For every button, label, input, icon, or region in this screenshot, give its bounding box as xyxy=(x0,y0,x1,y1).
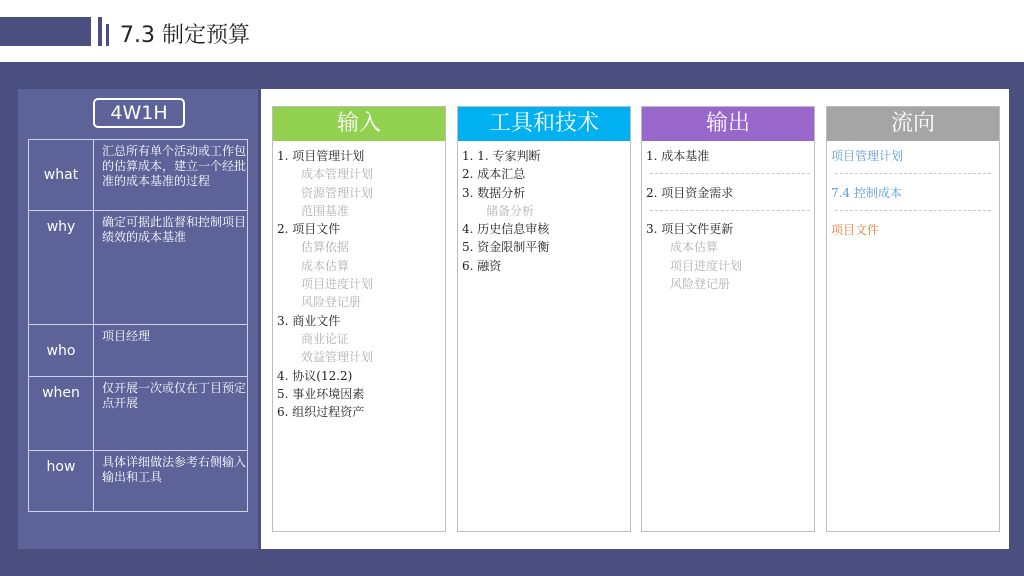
row-value-what: 汇总所有单个活动或工作包的估算成本，建立一个经批准的成本基准的过程 xyxy=(94,140,248,211)
list-item: 1. 项目管理计划 xyxy=(277,149,365,163)
table-row xyxy=(29,325,248,377)
row-value-who: 项目经理 xyxy=(94,325,248,377)
row-key-when: when xyxy=(29,377,94,451)
flow-item: 项目管理计划 xyxy=(831,149,904,163)
list-item: 储备分析 xyxy=(486,203,535,218)
list-item: 商业论证 xyxy=(301,331,350,346)
list-item: 4. 协议(12.2) xyxy=(277,368,353,383)
flow-column-header: 流向 xyxy=(827,107,999,141)
table-row xyxy=(29,211,248,325)
list-item: 6. 融资 xyxy=(462,258,502,273)
header-accent-bar xyxy=(98,17,102,46)
divider xyxy=(650,210,810,211)
row-key-why: why xyxy=(29,211,94,325)
list-item: 估算依据 xyxy=(301,240,350,255)
list-item: 6. 组织过程资产 xyxy=(277,405,365,420)
header-accent-block xyxy=(0,17,91,46)
list-item: 2. 成本汇总 xyxy=(462,167,526,182)
output-column-header: 输出 xyxy=(642,107,814,141)
list-item: 项目进度计划 xyxy=(301,277,374,292)
list-item: 成本估算 xyxy=(301,258,350,273)
list-item: 成本估算 xyxy=(670,240,719,255)
list-item: 3. 数据分析 xyxy=(462,185,526,200)
row-value-how: 具体详细做法参考右侧输入输出和工具 xyxy=(94,451,248,512)
row-key-who: who xyxy=(29,325,94,377)
list-item: 范围基准 xyxy=(301,203,350,218)
flow-column xyxy=(826,106,1000,532)
list-item: 3. 商业文件 xyxy=(277,313,341,328)
table-row xyxy=(29,451,248,512)
list-item: 2. 项目文件 xyxy=(277,222,341,237)
list-item: 5. 资金限制平衡 xyxy=(462,240,550,255)
flow-item: 项目文件 xyxy=(831,223,880,237)
list-item: 成本管理计划 xyxy=(301,167,374,182)
row-value-when: 仅开展一次或仅在丁目预定点开展 xyxy=(94,377,248,451)
list-item: 项目进度计划 xyxy=(670,258,743,273)
input-column xyxy=(272,106,446,532)
list-item: 2. 项目资金需求 xyxy=(646,185,734,200)
4w1h-badge: 4W1H xyxy=(93,98,185,128)
output-column xyxy=(641,106,815,532)
list-item: 风险登记册 xyxy=(670,277,731,292)
list-item: 效益管理计划 xyxy=(301,350,374,365)
list-item: 资源管理计划 xyxy=(301,185,374,200)
table-row xyxy=(29,140,248,211)
list-item: 4. 历史信息审核 xyxy=(462,222,550,237)
list-item: 3. 项目文件更新 xyxy=(646,222,734,237)
slide-title: 7.3 制定预算 xyxy=(120,23,250,48)
list-item: 风险登记册 xyxy=(301,295,362,310)
list-item: 5. 事业环境因素 xyxy=(277,386,365,401)
input-column-header: 输入 xyxy=(273,107,445,141)
4w1h-table xyxy=(28,139,248,512)
divider xyxy=(650,173,810,174)
flow-item: 7.4 控制成本 xyxy=(831,186,902,200)
list-item: 1. 1. 专家判断 xyxy=(462,149,541,163)
row-key-what: what xyxy=(29,140,94,211)
row-key-how: how xyxy=(29,451,94,512)
tools-column xyxy=(457,106,631,532)
list-item: 1. 成本基准 xyxy=(646,149,710,163)
header-accent-bar xyxy=(106,24,109,46)
tools-column-header: 工具和技术 xyxy=(458,107,630,141)
row-value-why: 确定可据此监督和控制项目绩效的成本基准 xyxy=(94,211,248,325)
table-row xyxy=(29,377,248,451)
